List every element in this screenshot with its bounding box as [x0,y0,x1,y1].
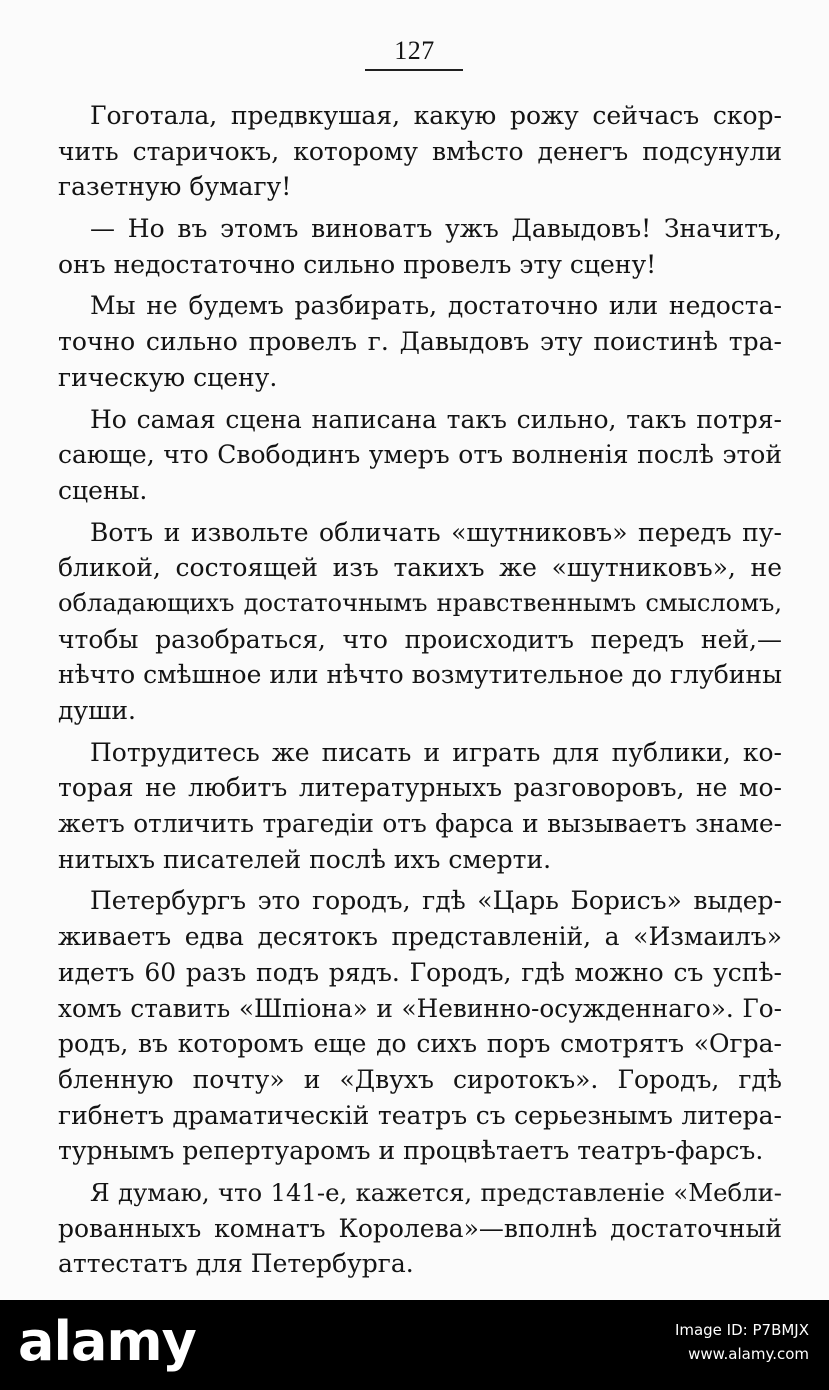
page-number: 127 [394,36,435,65]
text-line: идетъ 60 разъ подъ рядъ. Городъ, гдѣ можно съ успѣ- [58,957,782,987]
text-line: точно сильно провелъ г. Давыдовъ эту поистинѣ тра- [58,327,782,357]
watermark-site: www.alamy.com [688,1345,809,1363]
text-line: Потрудитесь же писать и играть для публики, ко- [90,737,782,767]
text-line: турнымъ репертуаромъ и процвѣтаетъ театръ-фарсъ. [58,1136,764,1166]
text-line: Я думаю, что 141-е, кажется, представленіе «Мебли- [90,1177,782,1207]
text-line: сающе, что Свободинъ умеръ отъ волненія послѣ этой [58,440,782,470]
text-line: чить старичокъ, которому вмѣсто денегъ подсунули [58,136,782,166]
text-line: жетъ отличить трагедіи отъ фарса и вызываетъ знаме- [58,809,782,839]
text-line: живаетъ едва десятокъ представленій, а «Измаилъ» [58,922,782,952]
text-line: нитыхъ писателей послѣ ихъ смерти. [58,844,552,874]
text-line: газетную бумагу! [58,172,292,202]
page-number-rule [365,69,463,71]
text-line: чтобы разобраться, что происходитъ передъ ней,— [58,624,782,654]
body-text [58,98,782,1282]
text-line: хомъ ставить «Шпіона» и «Невинно-осужденнаго». Го- [58,993,782,1023]
text-line: бликой, состоящей изъ такихъ же «шутниковъ», не [58,553,782,583]
text-line: рованныхъ комнатъ Королева»—вполнѣ достаточный [58,1213,782,1243]
text-line: сцены. [58,475,148,505]
text-line: гическую сцену. [58,362,278,392]
text-line: гибнетъ драматическій театръ съ серьезнымъ литера- [58,1100,782,1130]
text-line: души. [58,696,136,725]
text-line: Мы не будемъ разбирать, достаточно или недоста- [90,291,782,321]
text-line: аттестатъ для Петербурга. [58,1249,414,1279]
text-line: онъ недостаточно сильно провелъ эту сцену! [58,249,657,279]
text-line: торая не любитъ литературныхъ разговоровъ, не мо- [58,773,782,803]
text-line: Вотъ и извольте обличать «шутниковъ» передъ пу- [90,517,782,547]
text-line: бленную почту» и «Двухъ сиротокъ». Городъ, гдѣ [58,1064,782,1094]
text-line: Но самая сцена написана такъ сильно, такъ потря- [90,404,782,434]
text-line: Петербургъ это городъ, гдѣ «Царь Борисъ» выдер- [90,886,782,916]
watermark-bar [0,1300,829,1390]
text-line: нѣчто смѣшное или нѣчто возмутительное до глубины [58,660,782,690]
watermark-logo: alamy [18,1310,196,1373]
watermark-meta [675,1318,809,1366]
text-line: — Но въ этомъ виноватъ ужъ Давыдовъ! Значитъ, [90,214,782,244]
text-line: Гоготала, предвкушая, какую рожу сейчасъ скор- [90,101,782,130]
watermark-image-id: Image ID: P7BMJX [674,1321,809,1339]
text-line: обладающихъ достаточнымъ нравственнымъ смысломъ, [58,588,782,617]
text-line: родъ, въ которомъ еще до сихъ поръ смотрятъ «Огра- [58,1029,782,1059]
